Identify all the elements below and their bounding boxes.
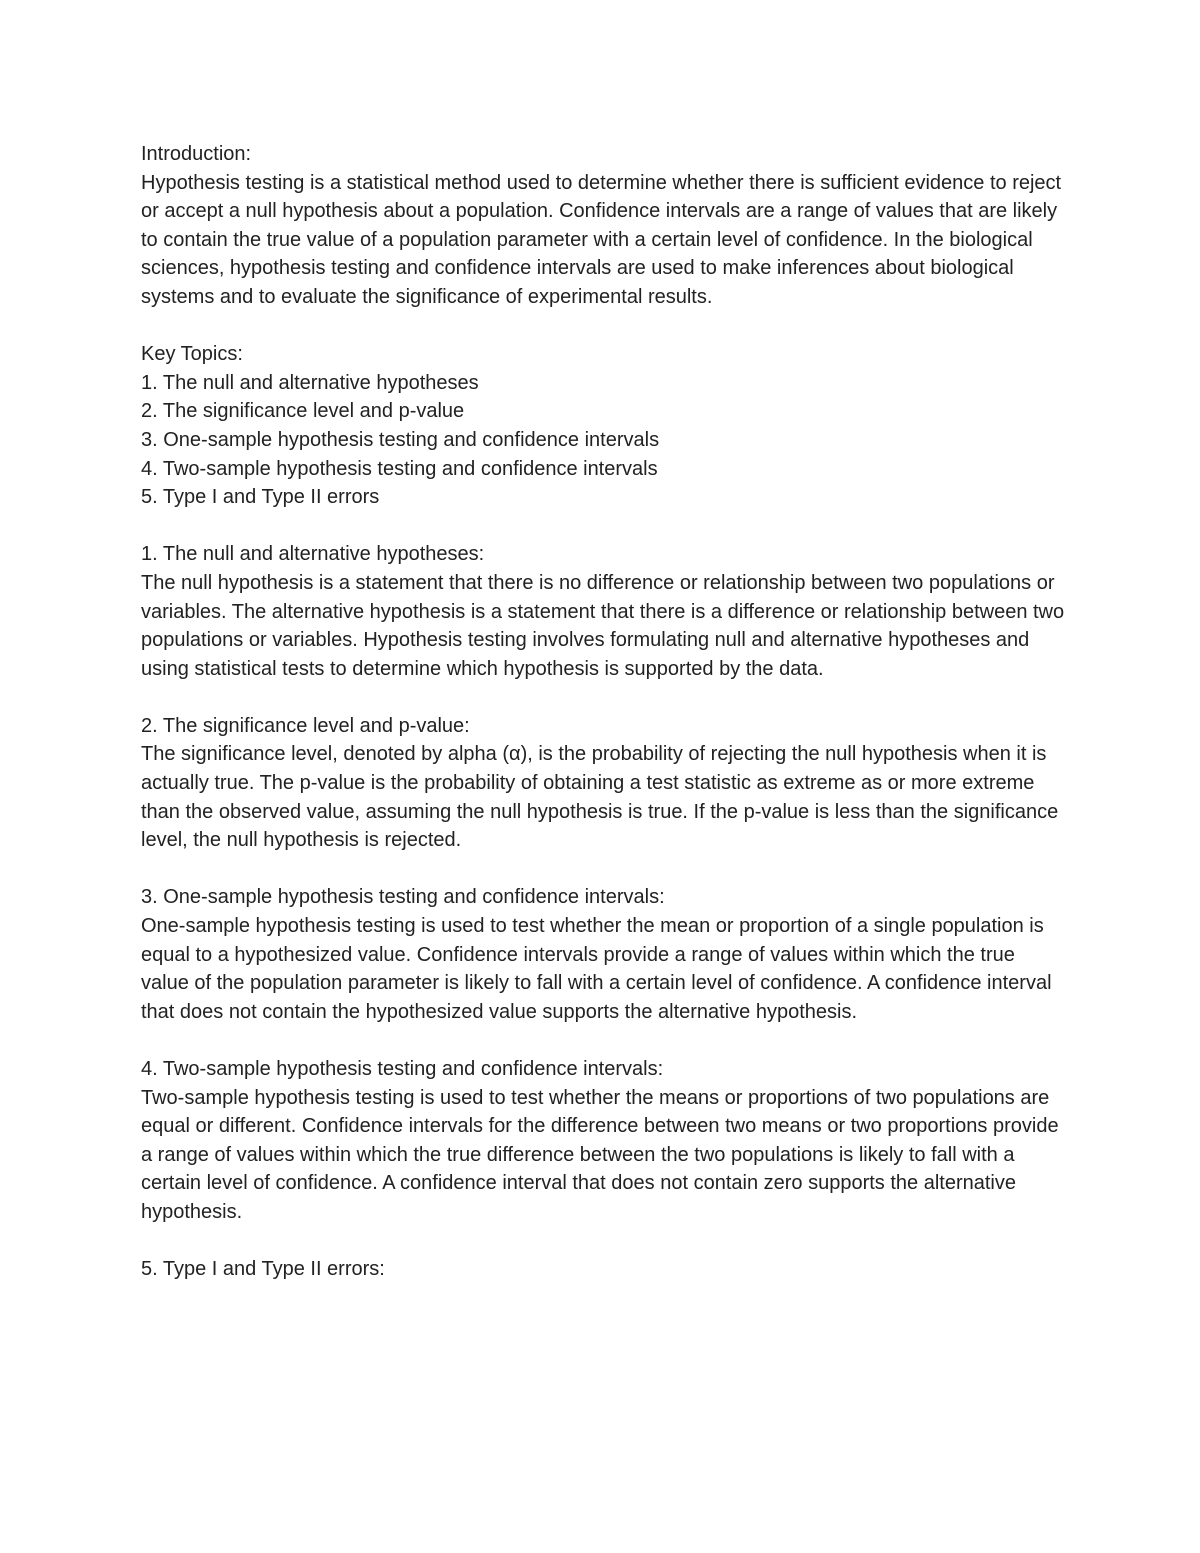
key-topic-item: 3. One-sample hypothesis testing and confidence intervals [141,428,660,451]
section-paragraph: The significance level, denoted by alpha (α), is the probability of rejecting the null hypothesis when it is actually true. The p-value is the probability of obtaining a test statistic as extreme as or more extreme than the observed value, assuming the null hypothesis is true. If the p-value is less than the significance level, the null hypothesis is rejected. [141,743,1059,852]
key-topics-heading: Key Topics: [141,343,243,366]
section-paragraph: Two-sample hypothesis testing is used to test whether the means or proportions of two populations are equal or different. Confidence intervals for the difference between two means or two proportions provide a range of values within which the true difference between the two populations is likely to fall with a certain level of confidence. A confidence interval that does not contain zero supports the alternative hypothesis. [141,1086,1059,1223]
paragraph-gap [141,683,1066,712]
section-heading: 3. One-sample hypothesis testing and confidence intervals: [141,886,665,909]
paragraph-gap [141,512,1066,541]
intro-paragraph: Hypothesis testing is a statistical method used to determine whether there is sufficient evidence to reject or accept a null hypothesis about a population. Confidence intervals are a range of values that are likely to contain the true value of a population parameter with a certain level of confidence. In the biological sciences, hypothesis testing and confidence intervals are used to make inferences about biological systems and to evaluate the significance of experimental results. [141,171,1062,308]
key-topic-item: 2. The significance level and p-value [141,400,465,423]
paragraph-gap [141,855,1066,884]
section-paragraph: One-sample hypothesis testing is used to test whether the mean or proportion of a single population is equal to a hypothesized value. Confidence intervals provide a range of values within which the true value of the population parameter is likely to fall with a certain level of confidence. A confidence interval that does not contain the hypothesized value supports the alternative hypothesis. [141,915,1052,1023]
key-topic-item: 5. Type I and Type II errors [141,486,380,509]
section-heading: 2. The significance level and p-value: [141,714,470,737]
section-heading: 1. The null and alternative hypotheses: [141,543,485,566]
key-topic-item: 1. The null and alternative hypotheses [141,371,479,394]
section-heading: 5. Type I and Type II errors: [141,1258,385,1281]
paragraph-gap [141,312,1066,341]
paragraph-gap [141,1227,1066,1256]
document-body [141,140,1066,1284]
section-paragraph: The null hypothesis is a statement that there is no difference or relationship between two populations or variables. The alternative hypothesis is a statement that there is a difference or relationship between two populations or variables. Hypothesis testing involves formulating null and alternative hypotheses and using statistical tests to determine which hypothesis is supported by the data. [141,571,1065,680]
section-heading: 4. Two-sample hypothesis testing and confidence intervals: [141,1058,664,1080]
paragraph-gap [141,1026,1066,1055]
intro-heading: Introduction: [141,143,252,165]
key-topic-item: 4. Two-sample hypothesis testing and confidence intervals [141,457,658,480]
